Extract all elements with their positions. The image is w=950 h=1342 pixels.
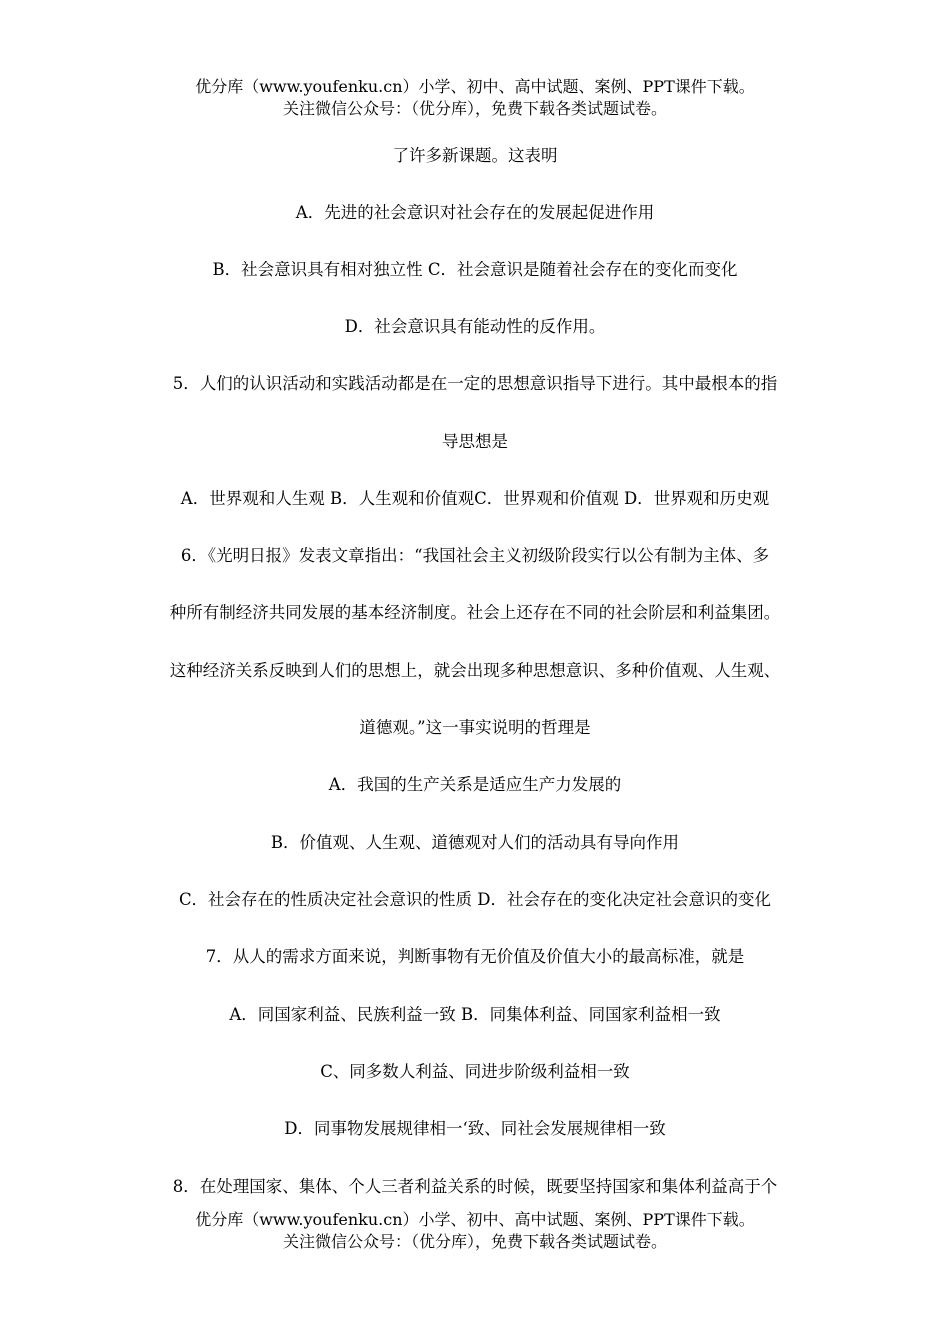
option-line: D．同事物发展规律相一‘致、同社会发展规律相一致 [284, 1119, 666, 1138]
footer-line-2: 关注微信公众号：（优分库），免费下载各类试题试卷。 [282, 1232, 667, 1251]
text-line: 导思想是 [442, 432, 508, 451]
text-line: 了许多新课题。这表明 [392, 146, 558, 165]
option-line: B．社会意识具有相对独立性 C．社会意识是随着社会存在的变化而变化 [212, 260, 738, 279]
option-line: A．我国的生产关系是适应生产力发展的 [328, 775, 622, 794]
text-line: 道德观。”这一事实说明的哲理是 [359, 718, 591, 737]
text-line: 种所有制经济共同发展的基本经济制度。社会上还存在不同的社会阶层和利益集团。 [169, 603, 781, 622]
footer-line-1: 优分库（www.youfenku.cn）小学、初中、高中试题、案例、PPT课件下载。 [195, 1210, 755, 1229]
option-line: C．社会存在的性质决定社会意识的性质 D．社会存在的变化决定社会意识的变化 [178, 890, 772, 909]
option-line: C、同多数人利益、同进步阶级利益相一致 [320, 1062, 630, 1081]
question-7: 7．从人的需求方面来说，判断事物有无价值及价值大小的最高标准，就是 [205, 947, 745, 966]
option-line: A．先进的社会意识对社会存在的发展起促进作用 [295, 203, 655, 222]
question-6: 6．《光明日报》发表文章指出：“我国社会主义初级阶段实行以公有制为主体、多 [180, 546, 770, 565]
option-line: A．同国家利益、民族利益一致 B．同集体利益、同国家利益相一致 [229, 1005, 721, 1024]
question-5: 5．人们的认识活动和实践活动都是在一定的思想意识指导下进行。其中最根本的指 [172, 374, 778, 393]
question-8: 8．在处理国家、集体、个人三者利益关系的时候，既要坚持国家和集体利益高于个 [172, 1177, 778, 1196]
header-line-1: 优分库（www.youfenku.cn）小学、初中、高中试题、案例、PPT课件下载。 [195, 77, 755, 96]
text-line: 这种经济关系反映到人们的思想上，就会出现多种思想意识、多种价值观、人生观、 [169, 661, 781, 680]
header-line-2: 关注微信公众号：（优分库），免费下载各类试题试卷。 [282, 99, 667, 118]
option-line: B．价值观、人生观、道德观对人们的活动具有导向作用 [270, 833, 680, 852]
option-line: A．世界观和人生观 B．人生观和价值观C．世界观和价值观 D．世界观和历史观 [180, 489, 770, 508]
option-line: D．社会意识具有能动性的反作用。 [344, 317, 606, 336]
